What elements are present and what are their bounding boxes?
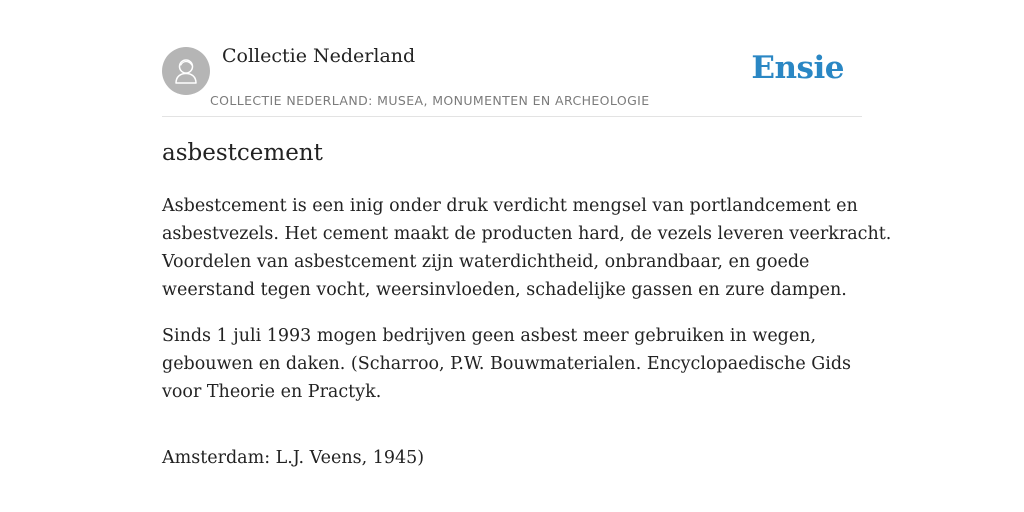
brand-logo[interactable]: Ensie xyxy=(751,50,844,86)
source-name[interactable]: Collectie Nederland xyxy=(222,45,416,67)
avatar[interactable] xyxy=(162,47,210,95)
text-line: Voordelen van asbestcement zijn waterdichtheid, onbrandbaar, en goede xyxy=(162,252,810,272)
text-line: Sinds 1 juli 1993 mogen bedrijven geen asbest meer gebruiken in wegen, xyxy=(162,326,817,346)
text-line: gebouwen en daken. (Scharroo, P.W. Bouwmaterialen. Encyclopaedische Gids xyxy=(162,354,852,374)
paragraph-3 xyxy=(162,444,862,472)
source-subtitle[interactable]: COLLECTIE NEDERLAND: MUSEA, MONUMENTEN EN ARCHEOLOGIE xyxy=(210,93,650,108)
user-icon xyxy=(162,47,210,95)
paragraph-2 xyxy=(162,322,862,406)
text-line: Asbestcement is een inig onder druk verdicht mengsel van portlandcement en xyxy=(162,196,858,216)
text-line: asbestvezels. Het cement maakt de producten hard, de vezels leveren veerkracht. xyxy=(162,224,892,244)
paragraph-1 xyxy=(162,192,892,304)
text-line: Amsterdam: L.J. Veens, 1945) xyxy=(162,448,425,468)
entry-title: asbestcement xyxy=(162,140,323,166)
text-line: weerstand tegen vocht, weersinvloeden, schadelijke gassen en zure dampen. xyxy=(162,280,847,300)
entry-body xyxy=(162,192,892,490)
text-line: voor Theorie en Practyk. xyxy=(162,382,382,402)
entry-header xyxy=(162,0,862,117)
entry-card xyxy=(162,0,892,512)
